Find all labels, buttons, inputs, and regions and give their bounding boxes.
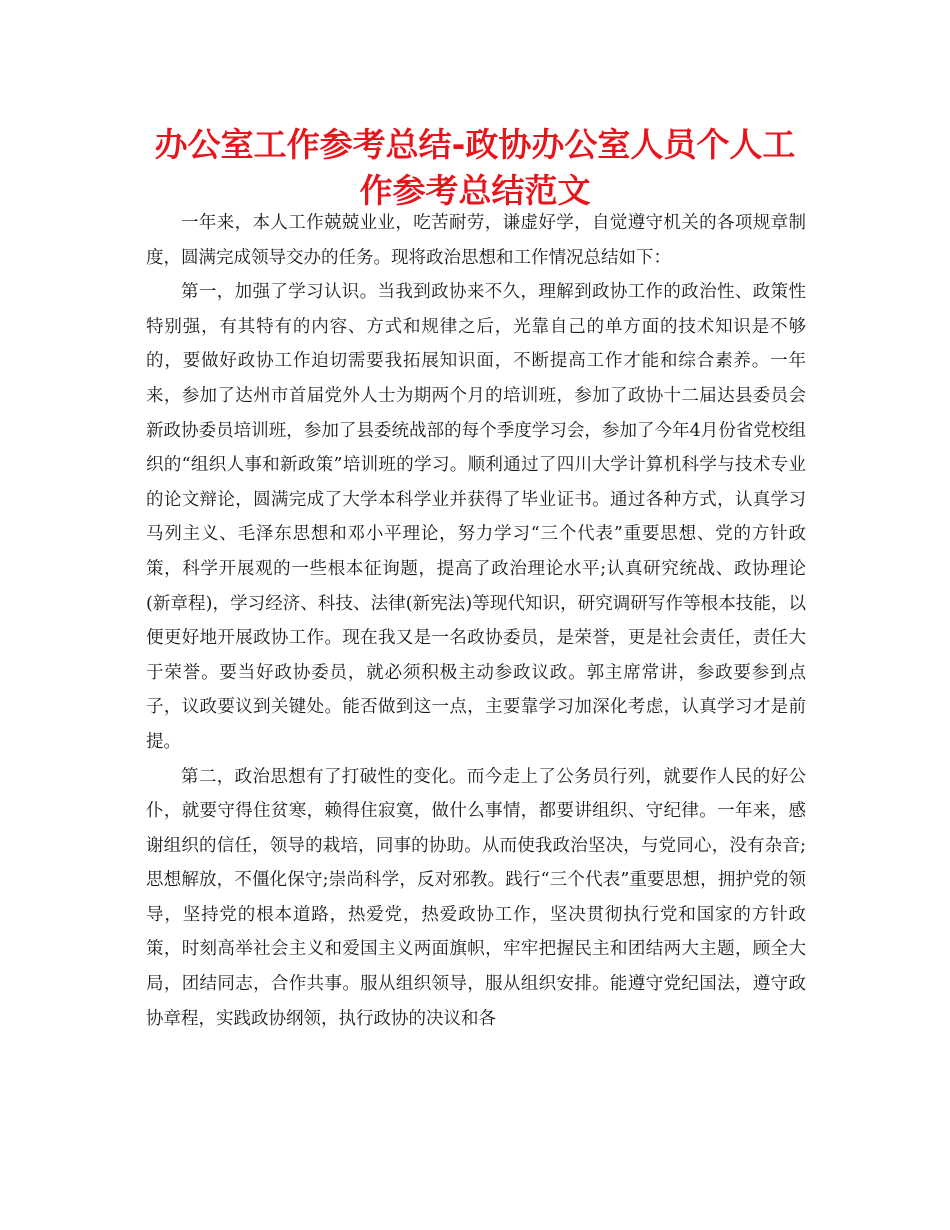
document-body	[146, 206, 806, 1036]
paragraph-intro: 一年来，本人工作兢兢业业，吃苦耐劳，谦虚好学，自觉遵守机关的各项规章制度，圆满完成领导交办的任务。现将政治思想和工作情况总结如下：	[146, 213, 806, 268]
paragraph-first-point: 第一，加强了学习认识。当我到政协来不久，理解到政协工作的政治性、政策性特别强，有其特有的内容、方式和规律之后，光靠自己的单方面的技术知识是不够的，要做好政协工作迫切需要我拓展知识面，不断提高工作才能和综合素养。一年来，参加了达州市首届党外人士为期两个月的培训班，参加了政协十二届达县委员会新政协委员培训班，参加了县委统战部的每个季度学习会，参加了今年4月份省党校组织的“组织人事和新政策”培训班的学习。顺利通过了四川大学计算机科学与技术专业的论文辩论，圆满完成了大学本科学业并获得了毕业证书。通过各种方式，认真学习马列主义、毛泽东思想和邓小平理论，努力学习“三个代表”重要思想、党的方针政策，科学开展观的一些根本征询题，提高了政治理论水平;认真研究统战、政协理论(新章程)，学习经济、科技、法律(新宪法)等现代知识，研究调研写作等根本技能，以便更好地开展政协工作。现在我又是一名政协委员，是荣誉，更是社会责任，责任大于荣誉。要当好政协委员，就必须积极主动参政议政。郭主席常讲，参政要参到点子，议政要议到关键处。能否做到这一点，主要靠学习加深化考虑，认真学习才是前提。	[146, 282, 806, 752]
paragraph-second-point: 第二，政治思想有了打破性的变化。而今走上了公务员行列，就要作人民的好公仆，就要守得住贫寒，赖得住寂寞，做什么事情，都要讲组织、守纪律。一年来，感谢组织的信任，领导的栽培，同事的协助。从而使我政治坚决，与党同心，没有杂音;思想解放，不僵化保守;崇尚科学，反对邪教。践行“三个代表”重要思想，拥护党的领导，坚持党的根本道路，热爱党，热爱政协工作，坚决贯彻执行党和国家的方针政策，时刻高举社会主义和爱国主义两面旗帜，牢牢把握民主和团结两大主题，顾全大局，团结同志，合作共事。服从组织领导，服从组织安排。能遵守党纪国法，遵守政协章程，实践政协纲领，执行政协的决议和各	[146, 766, 806, 1029]
document-title: 办公室工作参考总结-政协办公室人员个人工作参考总结范文	[154, 125, 796, 210]
